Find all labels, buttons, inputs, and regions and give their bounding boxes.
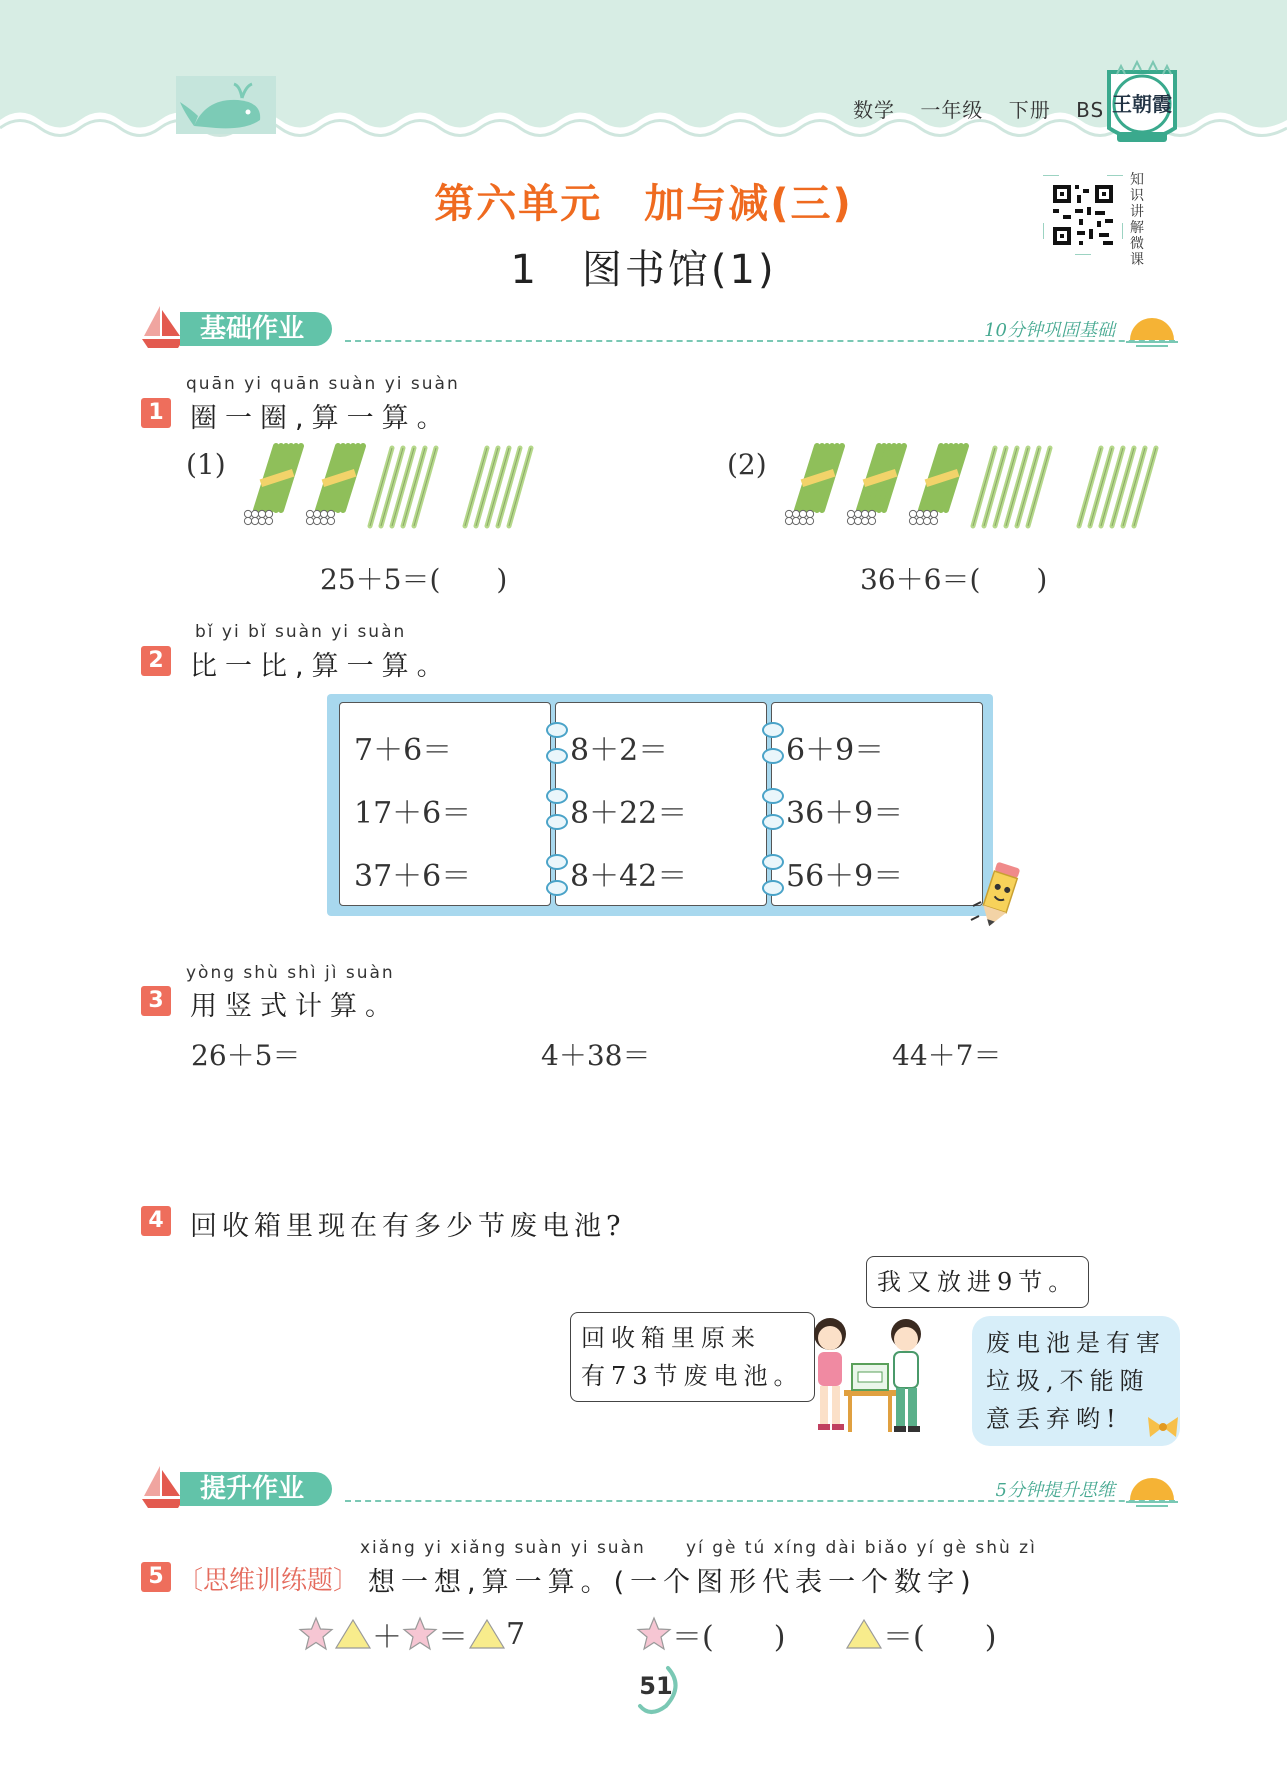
brand-name: 王朝霞 [1112,92,1172,116]
star-icon [402,1616,438,1652]
stick-bundle[interactable] [785,446,842,525]
notebook-ring [546,814,568,830]
lesson-title: 1 图书馆(1) [510,247,777,293]
notebook-ring [546,788,568,804]
equals-sign: ＝ [438,1620,468,1655]
triangle-icon [468,1617,506,1651]
q3-item: 4＋38＝ [541,1039,651,1072]
volume-label: 下册 [1008,98,1051,122]
section-advanced-header [140,1464,1180,1514]
edition-label: BS [1076,98,1105,122]
stick-bundle[interactable] [244,446,301,525]
q2-expression: 56＋9＝ [786,859,904,894]
notebook-panel [327,694,993,916]
q3-item: 26＋5＝ [191,1039,301,1072]
loose-sticks[interactable] [370,448,436,526]
notebook-page-1 [339,702,551,906]
triangle-icon [845,1617,883,1651]
q5-number: 5 [141,1562,171,1592]
q1-pinyin: quān yi quān suàn yi suàn [186,374,460,394]
triangle-icon [334,1617,372,1651]
sunrise-icon [1124,1470,1180,1510]
children-recycling-illustration [800,1312,940,1444]
stick-bundle[interactable] [306,446,363,525]
book-meta [853,94,1122,123]
whale-icon [176,76,276,134]
pencil-mascot-icon [965,858,1035,934]
page-number: 51 [639,1672,673,1700]
q5-pinyin-b: yí gè tú xíng dài biǎo yí gè shù zì [686,1538,1037,1558]
section-advanced-note: 5分钟提升思维 [995,1480,1115,1501]
boy-speech-text: 我又放进9节。 [877,1268,1079,1296]
notebook-ring [546,880,568,896]
notebook-ring [762,748,784,764]
q4-number: 4 [141,1206,171,1236]
tip-line-3: 意丢弃哟! [986,1405,1122,1433]
section-basic-header [140,304,1180,354]
q1-part2-expression: 36＋6＝( ) [860,563,1048,596]
subject-label: 数学 [853,98,895,122]
q5-instruction: 想一想,算一算。(一个图形代表一个数字) [368,1567,977,1598]
q5-tag: 〔思维训练题〕 [177,1566,360,1596]
q3-item: 44＋7＝ [892,1039,1002,1072]
q1-part2-sticks-illustration [773,440,1173,540]
section-advanced-label: 提升作业 [180,1472,332,1506]
q2-expression: 37＋6＝ [354,859,472,894]
q1-part2-label: (2) [727,448,767,481]
unit-title: 第六单元 加与减(三) [434,181,853,227]
equation-digit: 7 [506,1616,526,1652]
star-answer-blank[interactable]: ＝( ) [672,1620,786,1655]
q2-number: 2 [141,646,171,676]
notebook-ring [762,788,784,804]
section-basic-note: 10分钟巩固基础 [984,320,1115,341]
stick-bundle[interactable] [909,446,966,525]
notebook-ring [762,722,784,738]
q2-pinyin: bǐ yi bǐ suàn yi suàn [195,622,407,642]
q1-part1-expression: 25＋5＝( ) [320,563,508,596]
q3-instruction: 用竖式计算。 [190,991,400,1022]
plus-sign: ＋ [372,1620,402,1655]
sunrise-icon [1124,310,1180,350]
notebook-ring [762,814,784,830]
girl-speech-bubble [570,1312,815,1402]
q2-expression: 8＋2＝ [570,733,669,768]
notebook-page-3 [771,702,983,906]
notebook-ring [546,854,568,870]
brand-logo [1103,58,1181,150]
q5-equation [298,1612,525,1656]
q2-expression: 17＋6＝ [354,796,472,831]
bow-decoration-icon [1146,1414,1180,1440]
notebook-ring [762,854,784,870]
tip-line-2: 垃圾,不能随 [986,1367,1150,1395]
qr-caption: 知识讲解微课 [1130,172,1144,268]
loose-sticks[interactable] [1079,448,1156,526]
q2-instruction: 比一比,算一算。 [190,651,452,682]
q2-expression: 36＋9＝ [786,796,904,831]
qr-code[interactable] [1043,175,1123,255]
tip-line-1: 废电池是有害 [986,1329,1166,1357]
q1-instruction: 圈一圈,算一算。 [190,403,452,434]
girl-speech-line-2: 有73节废电池。 [581,1362,804,1390]
section-basic-label: 基础作业 [180,312,332,346]
q5-star-answer [636,1612,785,1656]
notebook-page-2 [555,702,767,906]
notebook-ring [546,748,568,764]
q1-part1-label: (1) [186,448,226,481]
triangle-answer-blank[interactable]: ＝( ) [883,1620,997,1655]
grade-label: 一年级 [920,98,984,122]
q2-expression: 8＋22＝ [570,796,688,831]
q2-expression: 8＋42＝ [570,859,688,894]
q5-triangle-answer [845,1612,996,1656]
girl-speech-line-1: 回收箱里原来 [581,1324,761,1352]
notebook-ring [546,722,568,738]
boy-speech-bubble [866,1256,1089,1308]
q5-pinyin-a: xiǎng yi xiǎng suàn yi suàn [360,1538,646,1558]
q4-question: 回收箱里现在有多少节废电池? [190,1211,626,1242]
q2-expression: 6＋9＝ [786,733,885,768]
stick-bundle[interactable] [847,446,904,525]
star-icon [298,1616,334,1652]
q1-number: 1 [141,398,171,428]
q3-number: 3 [141,986,171,1016]
star-icon [636,1616,672,1652]
q2-expression: 7＋6＝ [354,733,453,768]
q1-part1-sticks-illustration [232,440,602,540]
loose-sticks[interactable] [973,448,1050,526]
loose-sticks[interactable] [465,448,531,526]
notebook-ring [762,880,784,896]
q3-pinyin: yòng shù shì jì suàn [186,963,395,983]
